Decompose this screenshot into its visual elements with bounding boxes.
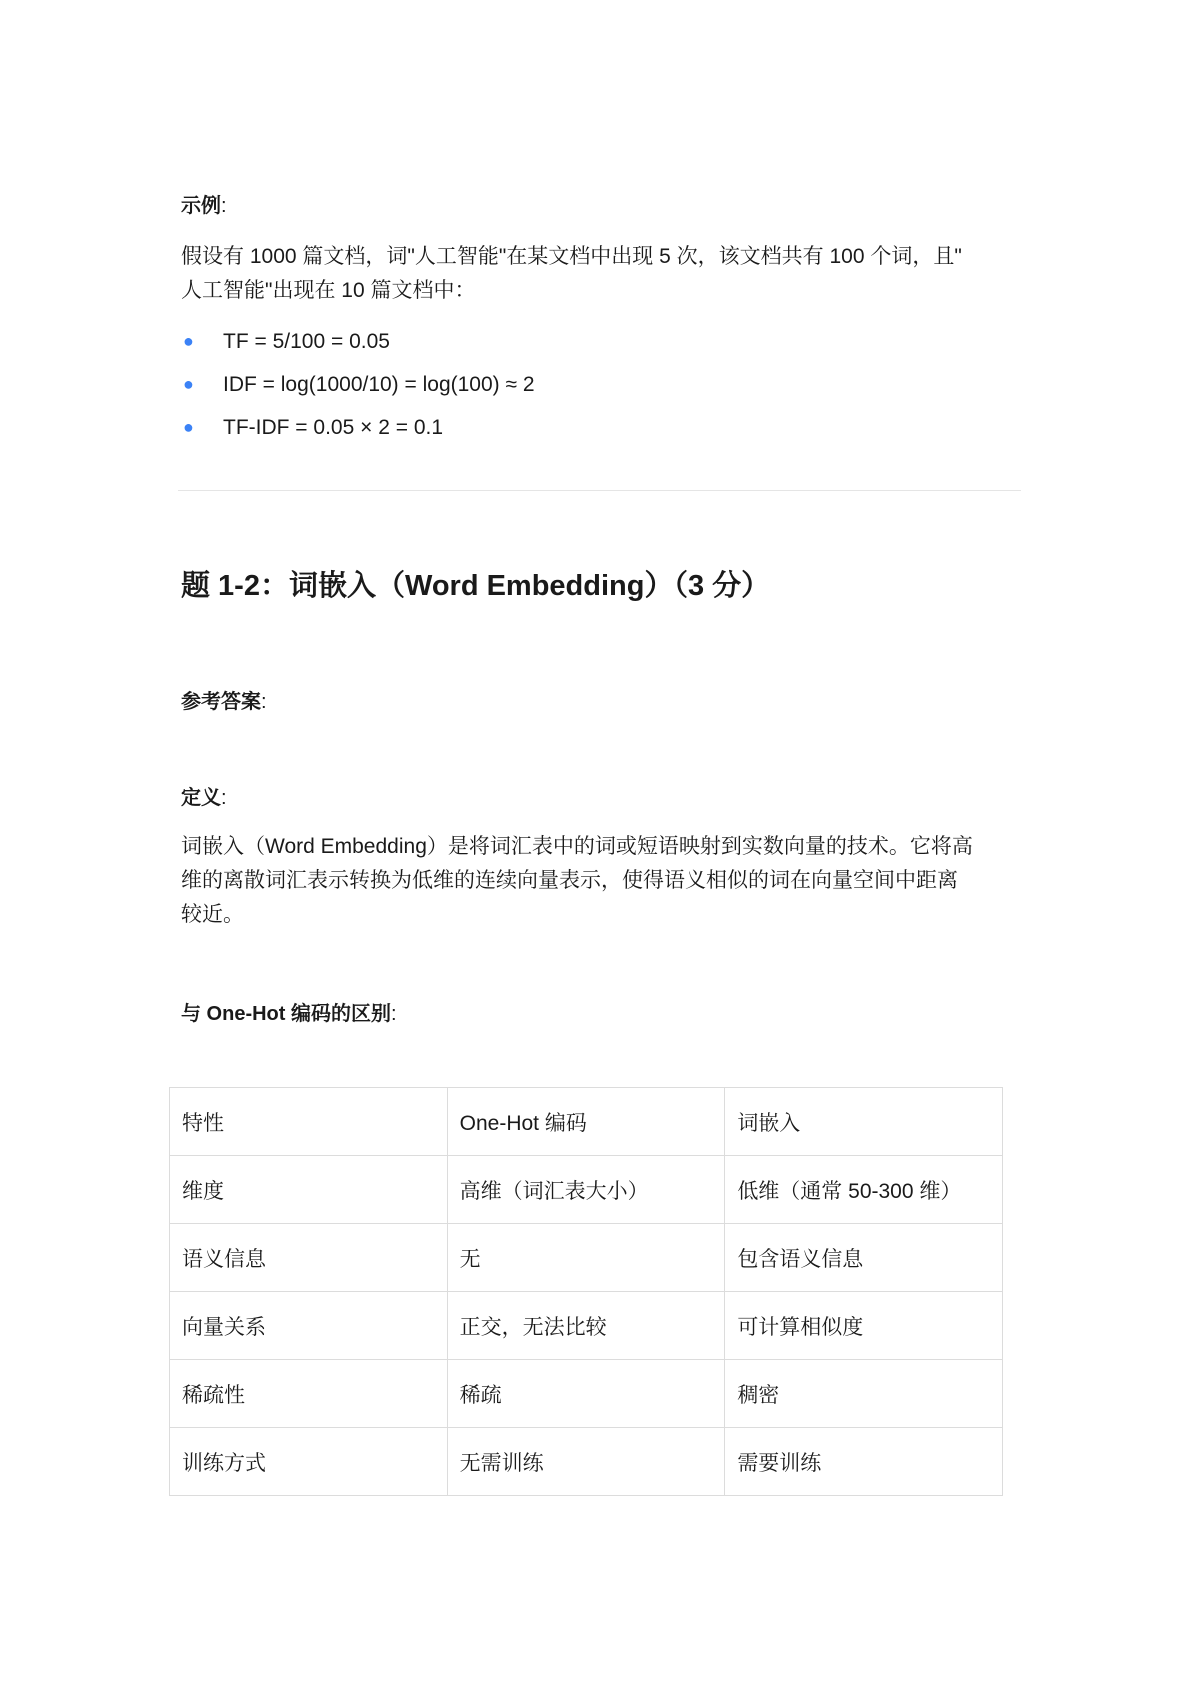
table-cell: 向量关系 [170,1292,448,1360]
example-paragraph-line-1: 假设有 1000 篇文档，词"人工智能"在某文档中出现 5 次，该文档共有 100 个词，且" [181,245,962,268]
table-header-row [170,1088,1003,1156]
table-cell: 无 [447,1224,725,1292]
section-heading: 题 1-2：词嵌入（Word Embedding）（3 分） [181,570,771,602]
comparison-label: 与 One-Hot 编码的区别: [181,1003,397,1025]
table-cell: 包含语义信息 [725,1224,1003,1292]
example-paragraph-line-2: 人工智能"出现在 10 篇文档中： [181,279,476,302]
table-cell: 语义信息 [170,1224,448,1292]
table-cell: 无需训练 [447,1428,725,1496]
section-divider [178,490,1021,491]
list-item: ● TF-IDF = 0.05 × 2 = 0.1 [181,406,535,449]
bullet-icon: ● [183,374,194,394]
table-row [170,1292,1003,1360]
definition-line-1: 词嵌入（Word Embedding）是将词汇表中的词或短语映射到实数向量的技术。它将高 [181,835,973,858]
example-label: 示例: [181,195,227,217]
table-cell: 稠密 [725,1360,1003,1428]
bullet-icon: ● [183,417,194,437]
table-cell: 稀疏性 [170,1360,448,1428]
definition-line-3: 较近。 [181,903,244,926]
table-cell: 高维（词汇表大小） [447,1156,725,1224]
table-header-cell: One-Hot 编码 [447,1088,725,1156]
definition-line-2: 维的离散词汇表示转换为低维的连续向量表示，使得语义相似的词在向量空间中距离 [181,869,958,892]
example-paragraph [181,240,1021,308]
table-cell: 正交，无法比较 [447,1292,725,1360]
table-cell: 稀疏 [447,1360,725,1428]
table-header-cell: 词嵌入 [725,1088,1003,1156]
table-row [170,1428,1003,1496]
table-cell: 需要训练 [725,1428,1003,1496]
table-cell: 可计算相似度 [725,1292,1003,1360]
table-row [170,1156,1003,1224]
table-cell: 低维（通常 50-300 维） [725,1156,1003,1224]
table-cell: 训练方式 [170,1428,448,1496]
table-header-cell: 特性 [170,1088,448,1156]
formula-list [181,320,535,449]
table-row [170,1224,1003,1292]
table-row [170,1360,1003,1428]
definition-label: 定义: [181,787,227,809]
table-cell: 维度 [170,1156,448,1224]
comparison-table [169,1087,1003,1496]
list-item: ● IDF = log(1000/10) = log(100) ≈ 2 [181,363,535,406]
answer-label: 参考答案: [181,691,267,713]
definition-paragraph [181,830,1021,932]
bullet-icon: ● [183,331,194,351]
list-item: ● TF = 5/100 = 0.05 [181,320,535,363]
